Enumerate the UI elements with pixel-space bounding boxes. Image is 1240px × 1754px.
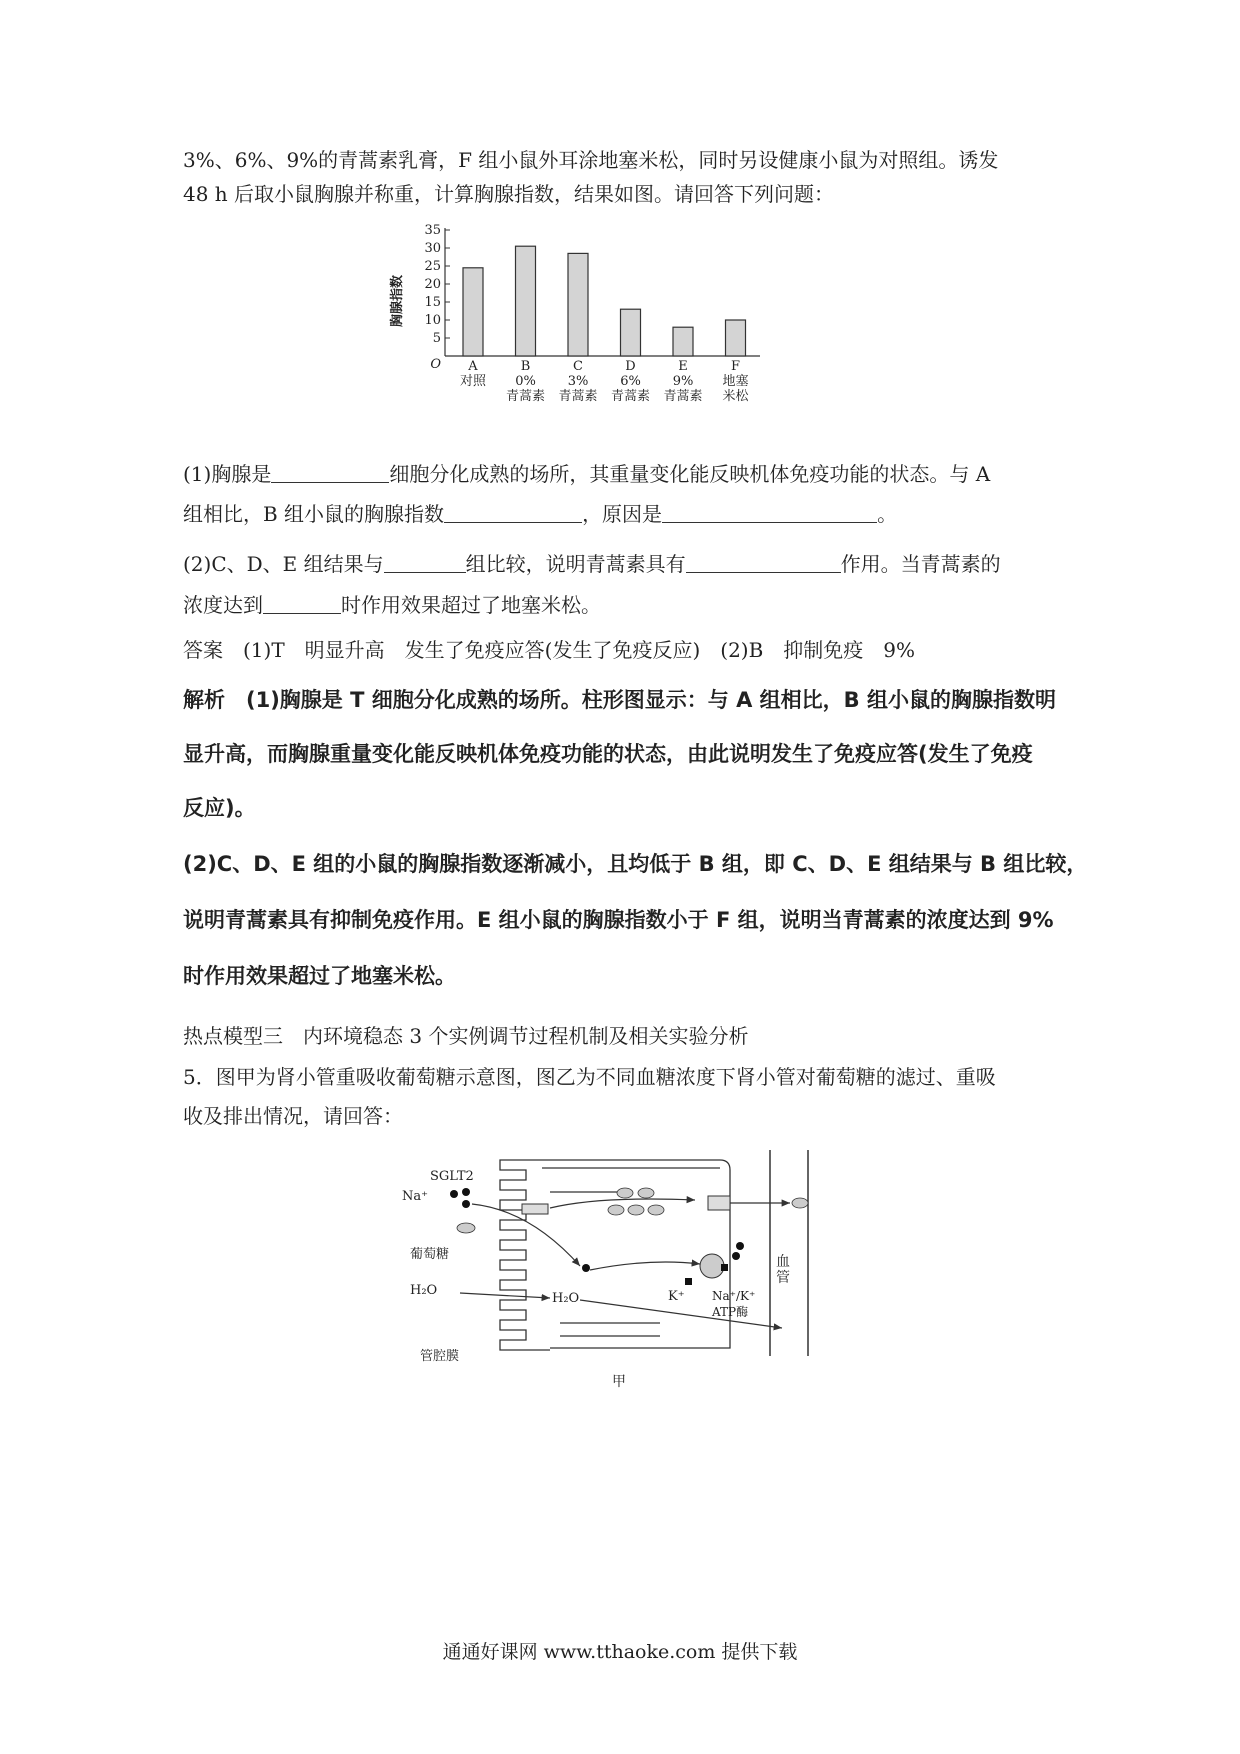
x-tick-label: B [520,359,531,374]
x-sublabel-1: 0% [515,374,536,389]
x-sublabel-1: 6% [620,374,641,389]
glucose-label: 葡萄糖 [410,1247,450,1262]
na-k-atpase-pump [700,1254,724,1278]
k-label: K⁺ [668,1289,685,1304]
x-tick-label: F [730,359,741,374]
q1-text-b: 细胞分化成熟的场所，其重量变化能反映机体免疫功能的状态。与 A [389,462,991,486]
diagram-caption: 甲 [612,1374,626,1390]
y-tick-label: O [430,357,441,372]
x-sublabel-1: 对照 [459,374,487,389]
intro-line-2: 48 h 后取小鼠胸腺并称重，计算胸腺指数，结果如图。请回答下列问题： [183,182,835,206]
vessel-label-1: 血 [776,1254,790,1270]
x-tick-label: A [468,359,478,374]
question-1-line-2 [183,502,1063,526]
x-tick-label: E [678,359,688,374]
analysis-line-2: 显升高，而胸腺重量变化能反映机体免疫功能的状态，由此说明发生了免疫应答(发生了免疫 [183,742,1033,766]
q2-text-b: 组比较，说明青蒿素具有 [465,552,686,576]
q1-blank-2[interactable] [444,504,582,523]
h2o-left-label: H₂O [410,1283,438,1298]
na-label: Na⁺ [402,1189,428,1204]
vessel-label-2: 管 [776,1270,790,1286]
analysis-line-6: 时作用效果超过了地塞米松。 [183,964,456,988]
bar [463,268,483,356]
atpase-label-1: Na⁺/K⁺ [712,1289,756,1303]
y-tick-label: 35 [424,223,441,238]
q2-blank-2[interactable] [686,554,841,573]
sglt2-label: SGLT2 [430,1169,474,1184]
q1-text-d: ，原因是 [582,502,663,526]
y-tick-label: 10 [424,313,441,328]
q2-blank-1[interactable] [384,554,466,573]
bar [673,327,693,356]
answer-line: 答案 (1)T 明显升高 发生了免疫应答(发生了免疫反应) (2)B 抑制免疫 9% [183,638,916,662]
x-sublabel-1: 9% [672,374,694,389]
sglt2-transporter [522,1204,548,1214]
x-sublabel-2: 青蒿素 [558,389,598,404]
question-2-line-2 [183,593,1063,617]
x-sublabel-1: 地塞 [722,374,749,389]
thymus-index-chart [390,223,835,448]
bar [516,246,536,356]
x-sublabel-1: 3% [567,374,589,389]
bar [568,253,588,356]
footer: 通通好课网 www.tthaoke.com 提供下载 [442,1641,798,1663]
q2-text-e: 时作用效果超过了地塞米松。 [341,593,601,617]
analysis-line-3: 反应)。 [183,796,256,820]
q2-text-c: 作用。当青蒿素的 [840,552,1001,576]
glucose-reabsorption-diagram [402,1148,820,1398]
question-5-line-2: 收及排出情况，请回答： [183,1104,403,1128]
q1-blank-1[interactable] [271,464,389,483]
q1-text-a: (1)胸腺是 [183,462,272,486]
x-tick-label: C [573,359,583,374]
analysis-line-5: 说明青蒿素具有抑制免疫作用。E 组小鼠的胸腺指数小于 F 组，说明当青蒿素的浓度达到 9% [183,908,1054,932]
analysis-line-4: (2)C、D、E 组的小鼠的胸腺指数逐渐减小，且均低于 B 组，即 C、D、E 组结果与 B 组比较， [183,852,1088,876]
atpase-label-2: ATP酶 [712,1305,749,1319]
y-axis-label: 胸腺指数 [390,274,405,328]
y-tick-label: 25 [424,259,441,274]
lumen-membrane-label: 管腔膜 [420,1349,460,1364]
y-tick-label: 15 [424,295,441,310]
tubule-cell [500,1160,730,1350]
intro-line-1: 3%、6%、9%的青蒿素乳膏，F 组小鼠外耳涂地塞米松，同时另设健康小鼠为对照组。诱发 [183,148,999,172]
h2o-mid-label: H₂O [552,1291,580,1306]
y-tick-label: 20 [424,277,441,292]
section-title: 热点模型三 内环境稳态 3 个实例调节过程机制及相关实验分析 [183,1024,749,1048]
bar [621,309,641,356]
question-1-line-1 [183,462,1063,486]
bar [726,320,746,356]
x-tick-label: D [625,359,636,374]
y-tick-label: 30 [424,241,441,256]
glut-transporter [708,1196,730,1210]
x-sublabel-2: 青蒿素 [663,389,703,404]
x-sublabel-2: 米松 [722,389,749,404]
x-sublabel-2: 青蒿素 [610,389,651,404]
q1-blank-3[interactable] [662,504,877,523]
q2-text-d: 浓度达到 [183,593,263,617]
q2-blank-3[interactable] [263,595,341,614]
question-5-line-1: 5．图甲为肾小管重吸收葡萄糖示意图，图乙为不同血糖浓度下肾小管对葡萄糖的滤过、重吸 [183,1065,996,1089]
q2-text-a: (2)C、D、E 组结果与 [183,552,384,576]
y-tick-label: 5 [432,331,441,346]
x-sublabel-2: 青蒿素 [505,389,546,404]
q1-text-e: 。 [877,502,898,526]
question-2-line-1 [183,552,1063,576]
analysis-line-1: 解析 (1)胸腺是 T 细胞分化成熟的场所。柱形图显示：与 A 组相比，B 组小鼠的胸腺指数明 [183,688,1056,712]
q1-text-c: 组相比，B 组小鼠的胸腺指数 [183,502,445,526]
